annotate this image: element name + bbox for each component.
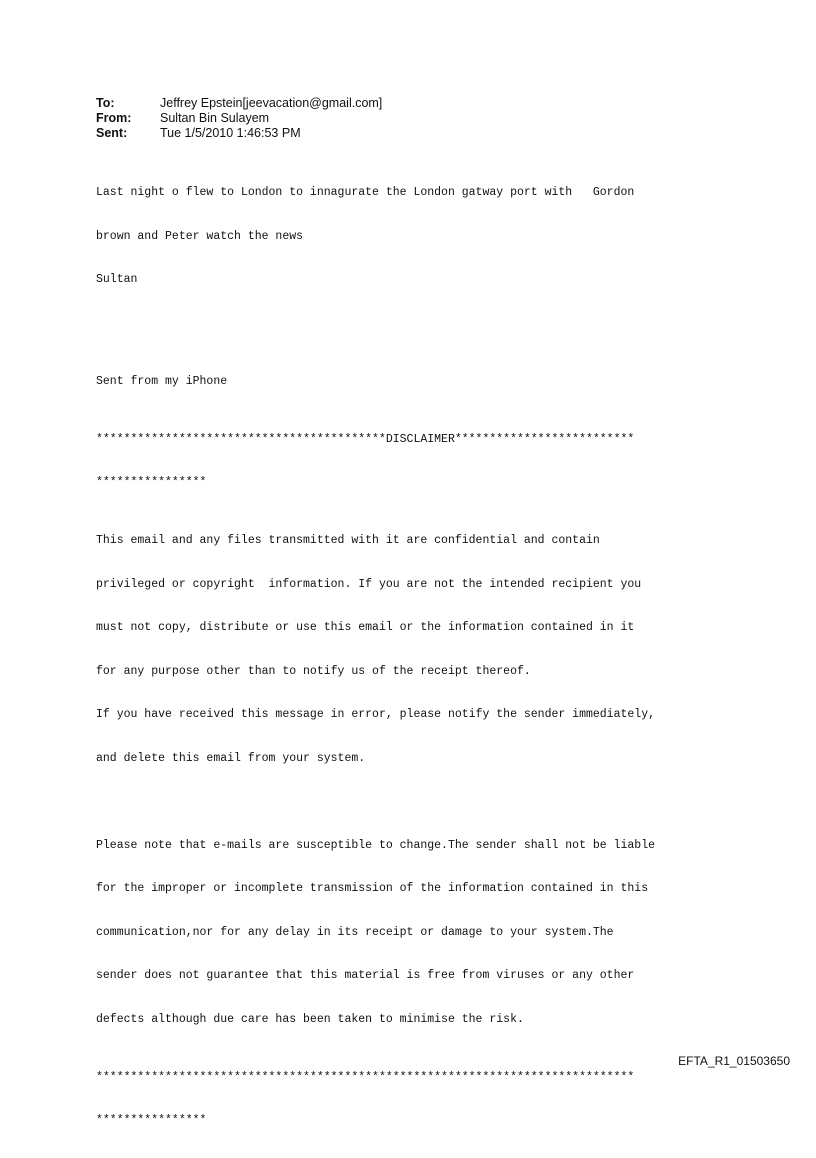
disclaimer-line: and delete this email from your system. — [96, 751, 366, 765]
sent-label: Sent: — [96, 126, 128, 140]
to-value: Jeffrey Epstein[jeevacation@gmail.com] — [160, 96, 383, 110]
disclaimer-line: Please note that e-mails are susceptible to change.The sender shall not be liable — [96, 838, 655, 852]
from-row — [96, 111, 382, 126]
email-header — [96, 96, 382, 141]
disclaimer-banner-cont: **************** — [96, 476, 207, 489]
disclaimer-end-banner: ****************************************************************************** — [96, 1070, 635, 1084]
disclaimer-line: must not copy, distribute or use this email or the information contained in it — [96, 621, 635, 634]
disclaimer-line: sender does not guarantee that this material is free from viruses or any other — [96, 969, 635, 982]
to-row — [96, 96, 382, 111]
disclaimer-line: privileged or copyright information. If you are not the intended recipient you — [96, 577, 642, 591]
message-line: Sultan — [96, 273, 138, 286]
message-line: Last night o flew to London to innagurate the London gatway port with Gordon — [96, 186, 635, 199]
disclaimer-line: If you have received this message in error, please notify the sender immediately, — [96, 708, 655, 721]
disclaimer-line: defects although due care has been taken to minimise the risk. — [96, 1012, 524, 1026]
disclaimer-line: for any purpose other than to notify us of the receipt thereof. — [96, 664, 531, 678]
disclaimer-end-banner-cont: **************** — [96, 1114, 207, 1127]
to-label: To: — [96, 96, 115, 110]
sent-value: Tue 1/5/2010 1:46:53 PM — [160, 126, 301, 140]
from-value: Sultan Bin Sulayem — [160, 111, 270, 125]
disclaimer-banner: ******************************************DISCLAIMER************************** — [96, 432, 635, 446]
message-line: brown and Peter watch the news — [96, 229, 304, 243]
document-id: EFTA_R1_01503650 — [678, 1054, 790, 1068]
disclaimer-line: communication,nor for any delay in its receipt or damage to your system.The — [96, 925, 614, 939]
disclaimer-line: for the improper or incomplete transmission of the information contained in this — [96, 882, 649, 895]
from-label: From: — [96, 111, 132, 125]
signature-line: Sent from my iPhone — [96, 374, 228, 388]
email-body — [96, 157, 736, 1158]
disclaimer-line: This email and any files transmitted with it are confidential and contain — [96, 534, 600, 547]
sent-row — [96, 126, 382, 141]
